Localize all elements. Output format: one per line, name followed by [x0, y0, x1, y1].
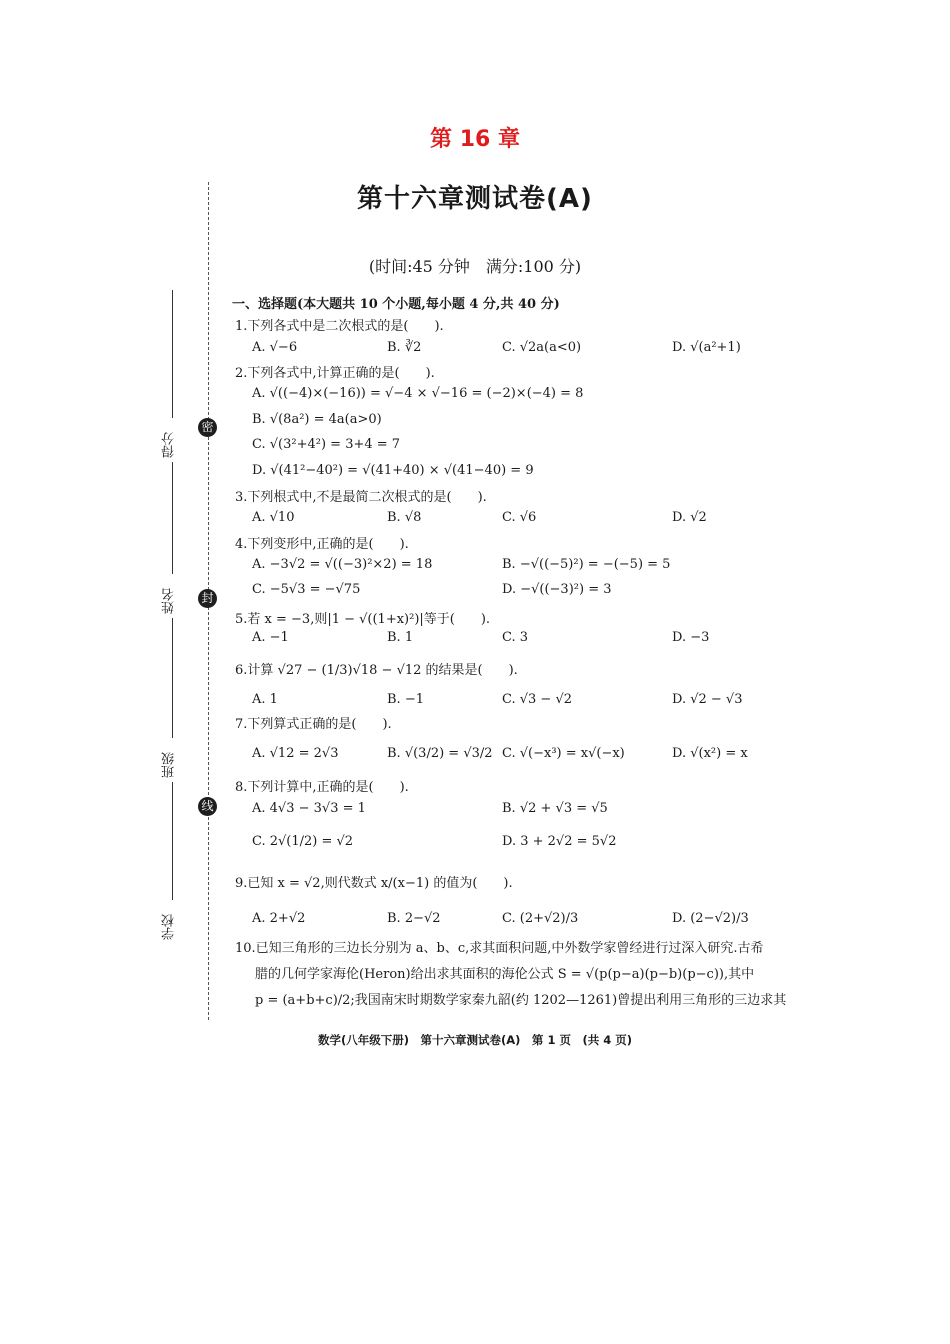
q9-option-b: B. 2−√2: [387, 911, 441, 926]
question-10: [235, 936, 800, 1014]
q8-option-a: A. 4√3 − 3√3 = 1: [252, 801, 366, 816]
seal-xian: 线: [198, 797, 217, 816]
q5-option-d: D. −3: [672, 630, 710, 645]
q8-option-b: B. √2 + √3 = √5: [502, 801, 608, 816]
q1-option-b: B. ∛2: [387, 340, 422, 355]
q4-option-a: A. −3√2 = √((−3)²×2) = 18: [252, 557, 433, 572]
q6-option-d: D. √2 − √3: [672, 692, 743, 707]
class-line: [172, 618, 173, 738]
question-7: 7.下列算式正确的是( ).: [235, 717, 392, 732]
question-4: 4.下列变形中,正确的是( ).: [235, 537, 409, 552]
name-line: [172, 462, 173, 574]
field-class: 班级: [162, 752, 177, 778]
q7-option-a: A. √12 = 2√3: [252, 746, 339, 761]
q4-option-b: B. −√((−5)²) = −(−5) = 5: [502, 557, 671, 572]
q8-option-d: D. 3 + 2√2 = 5√2: [502, 834, 617, 849]
q6-option-c: C. √3 − √2: [502, 692, 573, 707]
q4-option-d: D. −√((−3)²) = 3: [502, 582, 612, 597]
q9-option-d: D. (2−√2)/3: [672, 911, 749, 926]
q7-option-b: B. √(3/2) = √3/2: [387, 746, 493, 761]
seal-feng: 封: [198, 589, 217, 608]
q10-line-1: 10.已知三角形的三边长分别为 a、b、c,求其面积问题,中外数学家曾经进行过深入研究.古希: [235, 941, 764, 956]
q9-option-a: A. 2+√2: [252, 911, 306, 926]
q8-option-c: C. 2√(1/2) = √2: [252, 834, 354, 849]
time-info: (时间:45 分钟 满分:100 分): [368, 257, 582, 276]
q6-option-b: B. −1: [387, 692, 424, 707]
q5-option-b: B. 1: [387, 630, 414, 645]
school-line: [172, 782, 173, 900]
question-3: 3.下列根式中,不是最简二次根式的是( ).: [235, 490, 487, 505]
q7-option-d: D. √(x²) = x: [672, 746, 748, 761]
q3-option-d: D. √2: [672, 510, 707, 525]
q2-option-c: C. √(3²+4²) = 3+4 = 7: [252, 437, 401, 452]
q2-option-b: B. √(8a²) = 4a(a>0): [252, 412, 382, 427]
page-footer: 数学(八年级下册) 第十六章测试卷(A) 第 1 页 (共 4 页): [318, 1033, 632, 1047]
q9-option-c: C. (2+√2)/3: [502, 911, 579, 926]
question-6: 6.计算 √27 − (1/3)√18 − √12 的结果是( ).: [235, 663, 518, 678]
q3-option-a: A. √10: [252, 510, 295, 525]
question-2: 2.下列各式中,计算正确的是( ).: [235, 366, 435, 381]
q5-option-c: C. 3: [502, 630, 529, 645]
test-title: 第十六章测试卷(A): [357, 184, 593, 214]
question-9: 9.已知 x = √2,则代数式 x/(x−1) 的值为( ).: [235, 876, 513, 891]
question-5: 5.若 x = −3,则|1 − √((1+x)²)|等于( ).: [235, 612, 491, 627]
field-name: 姓名: [162, 588, 177, 614]
q10-line-3: p = (a+b+c)/2;我国南宋时期数学家秦九韶(约 1202—1261)曾提出利用三角形的三边求其: [255, 993, 787, 1008]
seal-mi: 密: [198, 418, 217, 437]
field-school: 学校: [162, 914, 177, 940]
q1-option-c: C. √2a(a<0): [502, 340, 582, 355]
q5-option-a: A. −1: [252, 630, 289, 645]
q10-line-2: 腊的几何学家海伦(Heron)给出求其面积的海伦公式 S = √(p(p−a)(p−b)(p−c)),其中: [255, 967, 755, 982]
q7-option-c: C. √(−x³) = x√(−x): [502, 746, 625, 761]
question-1: 1.下列各式中是二次根式的是( ).: [235, 319, 444, 334]
q3-option-b: B. √8: [387, 510, 422, 525]
field-score: 得分: [162, 432, 177, 458]
section-heading: 一、选择题(本大题共 10 个小题,每小题 4 分,共 40 分): [232, 297, 560, 312]
chapter-heading: 第 16 章: [430, 127, 520, 152]
q4-option-c: C. −5√3 = −√75: [252, 582, 361, 597]
question-8: 8.下列计算中,正确的是( ).: [235, 780, 409, 795]
q6-option-a: A. 1: [252, 692, 278, 707]
q2-option-d: D. √(41²−40²) = √(41+40) × √(41−40) = 9: [252, 463, 534, 478]
score-line: [172, 290, 173, 418]
q2-option-a: A. √((−4)×(−16)) = √−4 × √−16 = (−2)×(−4) = 8: [252, 386, 584, 401]
q1-option-a: A. √−6: [252, 340, 298, 355]
q3-option-c: C. √6: [502, 510, 537, 525]
q1-option-d: D. √(a²+1): [672, 340, 741, 355]
